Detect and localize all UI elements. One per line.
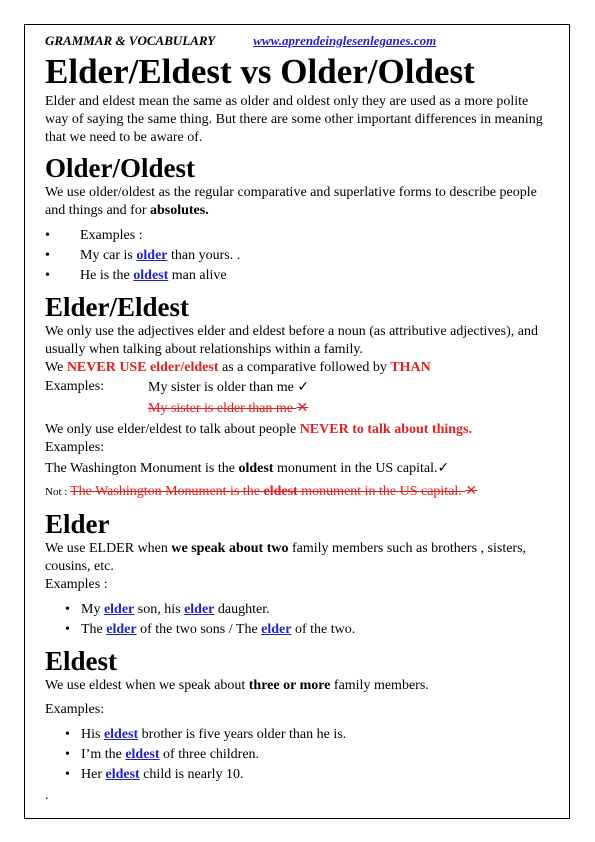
oldest-link[interactable]: oldest <box>133 268 169 283</box>
intro-paragraph: Elder and eldest mean the same as older and oldest only they are used as a more polite way of saying the same thing. But there are some other important differences in meaning that we need to be aware of. <box>45 94 543 145</box>
document <box>45 33 555 805</box>
older-examples-list <box>45 226 555 286</box>
check-icon: ✓ <box>297 379 310 395</box>
eldest-link[interactable]: eldest <box>103 727 139 742</box>
list-item: • I’m the eldest of three children. <box>45 745 555 765</box>
heading-elder-eldest: Elder/Eldest <box>45 292 190 322</box>
list-item: • He is the oldest man alive <box>45 266 555 286</box>
elder-eldest-paragraph-1: We only use the adjectives elder and eldest before a noun (as attributive adjectives), and usually when talking about relationships within a family. <box>45 324 538 357</box>
elder-examples-list <box>45 600 555 640</box>
example-wrong-row: My sister is elder than me ✕ <box>148 400 309 416</box>
heading-eldest: Eldest <box>45 646 118 676</box>
elder-link[interactable]: elder <box>106 622 137 637</box>
eldest-examples-label: Examples: <box>45 702 105 717</box>
eldest-paragraph: We use eldest when we speak about three or more family members. <box>45 678 429 693</box>
heading-elder: Elder <box>45 509 110 539</box>
site-link[interactable]: www.aprendeinglesenleganes.com <box>253 33 437 48</box>
elder-eldest-paragraph-3: We only use elder/eldest to talk about people NEVER to talk about things. <box>45 422 473 437</box>
monument-correct: The Washington Monument is the oldest monument in the US capital.✓ <box>45 460 450 476</box>
page-title: Elder/Eldest vs Older/Oldest <box>45 52 475 91</box>
elder-eldest-paragraph-2: We NEVER USE elder/eldest as a comparative followed by THAN <box>45 360 431 375</box>
elder-paragraph: We use ELDER when we speak about two family members such as brothers , sisters, cousins, etc. <box>45 541 527 574</box>
elder-link[interactable]: elder <box>261 622 292 637</box>
eldest-link[interactable]: eldest <box>105 767 140 782</box>
trailing-dot: . <box>45 788 49 803</box>
elder-link[interactable]: elder <box>184 602 215 617</box>
examples-label: Examples: <box>45 440 105 455</box>
older-link[interactable]: older <box>136 248 168 263</box>
example-correct-row: Examples: My sister is older than me ✓ <box>45 379 310 395</box>
list-item: • The elder of the two sons / The elder of the two. <box>45 620 555 640</box>
cross-icon: ✕ <box>296 400 309 416</box>
list-item: • Her eldest child is nearly 10. <box>45 765 555 785</box>
elder-examples-label: Examples : <box>45 577 108 592</box>
eldest-examples-list <box>45 725 555 785</box>
older-paragraph: We use older/oldest as the regular comparative and superlative forms to describe people and things and for absolutes. <box>45 185 537 218</box>
header-label: GRAMMAR & VOCABULARY <box>45 33 216 48</box>
check-icon: ✓ <box>437 460 450 476</box>
list-item: • My elder son, his elder daughter. <box>45 600 555 620</box>
cross-icon: ✕ <box>465 483 478 499</box>
heading-older-oldest: Older/Oldest <box>45 153 195 183</box>
list-item: • His eldest brother is five years older than he is. <box>45 725 555 745</box>
page-header <box>45 33 555 51</box>
eldest-link[interactable]: eldest <box>125 747 160 762</box>
monument-wrong: Not : The Washington Monument is the eldest monument in the US capital. ✕ <box>45 483 478 499</box>
elder-link[interactable]: elder <box>103 602 135 617</box>
list-item: • Examples : <box>45 226 555 246</box>
list-item: • My car is older than yours. . <box>45 246 555 266</box>
